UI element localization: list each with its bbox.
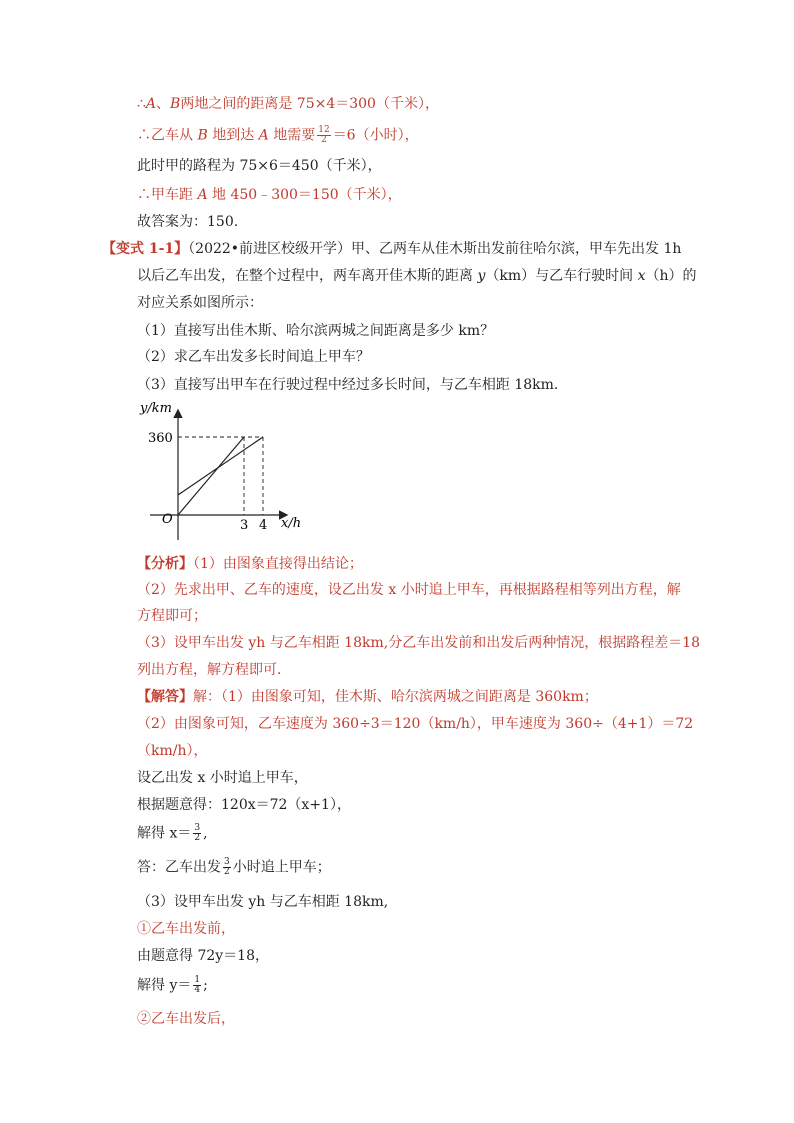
origin-label: O bbox=[162, 512, 173, 527]
solution-line-11: 解得 y＝ $\frac{1}{4}$ ; bbox=[137, 975, 208, 995]
fraction: $\frac{1}{4}$ bbox=[194, 975, 201, 995]
y-tick-360: 360 bbox=[148, 431, 173, 446]
answer-line-3: 此时甲的路程为 75×6＝450（千米）， bbox=[137, 158, 382, 174]
solution-line-9: ①乙车出发前， bbox=[137, 921, 235, 937]
analysis-line-5: 列出方程，解方程即可． bbox=[137, 662, 291, 678]
distance-time-graph bbox=[130, 395, 310, 545]
question-1: （1）直接写出佳木斯、哈尔滨两城之间距离是多少 km？ bbox=[137, 323, 495, 339]
question-3: （3）直接写出甲车在行驶过程中经过多长时间，与乙车相距 18km. bbox=[137, 377, 559, 393]
line-car-yi bbox=[178, 437, 244, 515]
solution-tag: 【解答】 bbox=[137, 689, 193, 705]
line-car-jia bbox=[178, 437, 263, 495]
fraction: $\frac{12}{2}$ bbox=[318, 125, 330, 145]
analysis-line-1: 【分析】（1）由图象直接得出结论； bbox=[137, 556, 363, 572]
solution-line-7: 答：乙车出发 $\frac{3}{2}$ 小时追上甲车； bbox=[137, 857, 331, 877]
fraction: $\frac{3}{2}$ bbox=[224, 857, 230, 877]
problem-line-2: 以后乙车出发，在整个过程中，两车离开佳木斯的距离 y（km）与乙车行驶时间 x（h）的 bbox=[137, 268, 697, 284]
answer-line-1: ∴A、B两地之间的距离是 75×4＝300（千米）， bbox=[137, 96, 439, 112]
solution-line-8: （3）设甲车出发 yh 与乙车相距 18km, bbox=[137, 894, 389, 910]
analysis-line-3: 方程即可； bbox=[137, 608, 207, 624]
problem-line-1: 【变式 1-1】（2022•前进区校级开学）甲、乙两车从佳木斯出发前往哈尔滨，甲车先出发 1h bbox=[102, 241, 682, 257]
solution-line-3: （km/h）， bbox=[137, 743, 208, 759]
question-2: （2）求乙车出发多长时间追上甲车？ bbox=[137, 349, 370, 365]
answer-line-2: ∴乙车从 B 地到达 A 地需要 $\frac{12}{2}$ ＝6（小时）， bbox=[137, 125, 419, 145]
solution-line-4: 设乙出发 x 小时追上甲车， bbox=[137, 770, 308, 786]
x-tick-3: 3 bbox=[240, 518, 249, 533]
x-tick-4: 4 bbox=[259, 518, 268, 533]
solution-line-10: 由题意得 72y＝18， bbox=[137, 948, 269, 964]
answer-line-5: 故答案为：150. bbox=[137, 214, 239, 230]
solution-line-6: 解得 x＝ $\frac{3}{2}$ , bbox=[137, 823, 208, 843]
y-axis-label: y/km bbox=[140, 401, 172, 416]
analysis-line-2: （2）先求出甲、乙车的速度，设乙出发 x 小时追上甲车，再根据路程相等列出方程，解 bbox=[137, 582, 681, 598]
fraction: $\frac{3}{2}$ bbox=[194, 823, 201, 843]
solution-line-2: （2）由图象可知，乙车速度为 360÷3＝120（km/h），甲车速度为 360÷（4+1）＝72 bbox=[137, 716, 694, 732]
x-axis-label: x/h bbox=[281, 516, 302, 531]
solution-line-1: 【解答】解：（1）由图象可知，佳木斯、哈尔滨两城之间距离是 360km； bbox=[137, 689, 598, 705]
solution-line-12: ②乙车出发后， bbox=[137, 1011, 235, 1027]
answer-line-4: ∴甲车距 A 地 450﹣300＝150（千米）， bbox=[137, 187, 402, 203]
problem-line-3: 对应关系如图所示： bbox=[137, 295, 263, 311]
solution-line-5: 根据题意得：120x＝72（x+1）， bbox=[137, 797, 351, 813]
analysis-line-4: （3）设甲车出发 yh 与乙车相距 18km,分乙车出发前和出发后两种情况，根据路程差＝18 bbox=[137, 635, 701, 651]
analysis-tag: 【分析】 bbox=[137, 556, 193, 572]
problem-tag: 【变式 1-1】 bbox=[102, 241, 189, 257]
